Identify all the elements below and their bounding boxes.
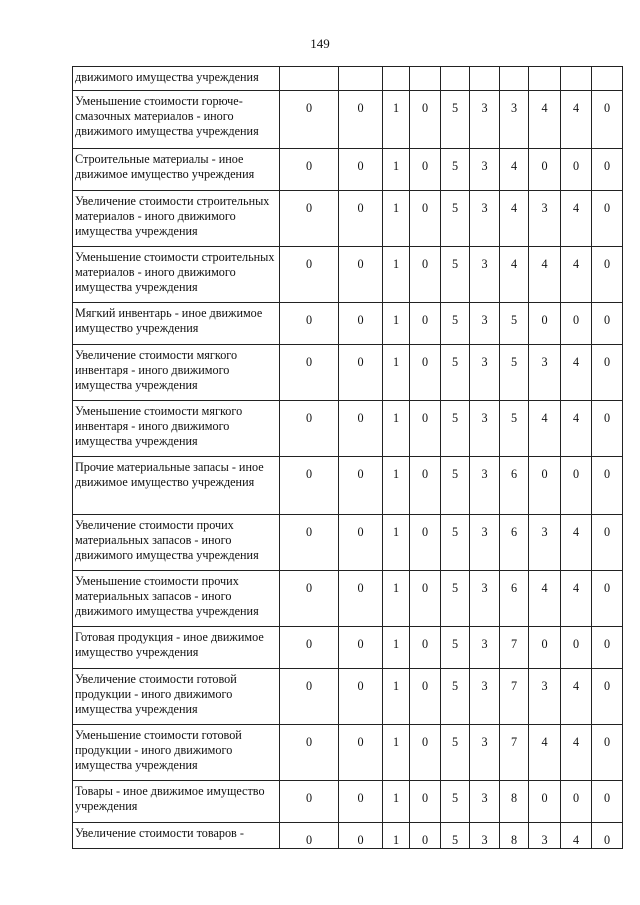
code-digit: 0 xyxy=(592,725,623,781)
code-digit: 5 xyxy=(500,345,529,401)
table-row xyxy=(73,571,623,627)
row-label: Уменьшение стоимости прочих материальных запасов - иного движимого имущества учреждения xyxy=(73,571,280,627)
code-digit: 3 xyxy=(470,627,500,669)
code-digit: 1 xyxy=(383,303,410,345)
code-digit: 3 xyxy=(470,457,500,515)
code-digit: 0 xyxy=(280,781,339,823)
table-row xyxy=(73,515,623,571)
code-digit: 0 xyxy=(280,149,339,191)
table-row xyxy=(73,91,623,149)
table-row xyxy=(73,191,623,247)
code-digit: 0 xyxy=(410,247,441,303)
code-digit: 0 xyxy=(339,515,383,571)
code-digit: 0 xyxy=(410,191,441,247)
code-digit: 0 xyxy=(529,149,561,191)
row-label: Увеличение стоимости строительных материалов - иного движимого имущества учреждения xyxy=(73,191,280,247)
code-digit: 0 xyxy=(280,515,339,571)
code-digit: 5 xyxy=(441,345,470,401)
code-digit: 0 xyxy=(592,571,623,627)
row-label: Увеличение стоимости мягкого инвентаря - иного движимого имущества учреждения xyxy=(73,345,280,401)
code-digit xyxy=(339,67,383,91)
code-digit: 0 xyxy=(339,303,383,345)
code-digit: 0 xyxy=(410,515,441,571)
code-digit: 4 xyxy=(500,247,529,303)
code-digit: 5 xyxy=(441,669,470,725)
code-digit: 4 xyxy=(500,149,529,191)
code-digit: 3 xyxy=(470,303,500,345)
code-digit: 1 xyxy=(383,571,410,627)
code-digit: 0 xyxy=(280,91,339,149)
code-digit: 0 xyxy=(529,303,561,345)
code-digit: 0 xyxy=(592,91,623,149)
code-digit: 3 xyxy=(470,515,500,571)
code-digit: 0 xyxy=(339,247,383,303)
code-digit: 3 xyxy=(470,823,500,849)
code-digit: 1 xyxy=(383,149,410,191)
code-digit: 0 xyxy=(280,345,339,401)
row-label: Уменьшение стоимости мягкого инвентаря - иного движимого имущества учреждения xyxy=(73,401,280,457)
row-label: Увеличение стоимости товаров - xyxy=(73,823,280,849)
code-digit: 5 xyxy=(441,725,470,781)
code-digit: 0 xyxy=(561,149,592,191)
code-digit xyxy=(470,67,500,91)
code-digit: 0 xyxy=(592,669,623,725)
code-digit: 1 xyxy=(383,401,410,457)
row-label: Прочие материальные запасы - иное движимое имущество учреждения xyxy=(73,457,280,515)
code-digit: 0 xyxy=(339,725,383,781)
code-digit: 5 xyxy=(500,401,529,457)
code-digit: 0 xyxy=(339,401,383,457)
code-digit: 8 xyxy=(500,781,529,823)
code-digit: 1 xyxy=(383,457,410,515)
code-digit: 5 xyxy=(441,247,470,303)
row-label: Увеличение стоимости прочих материальных запасов - иного движимого имущества учреждения xyxy=(73,515,280,571)
code-digit: 0 xyxy=(592,149,623,191)
table-row xyxy=(73,345,623,401)
code-digit: 5 xyxy=(441,303,470,345)
code-digit: 0 xyxy=(561,303,592,345)
code-digit: 4 xyxy=(529,571,561,627)
code-digit xyxy=(410,67,441,91)
code-digit: 7 xyxy=(500,725,529,781)
table-row xyxy=(73,401,623,457)
code-digit: 0 xyxy=(561,457,592,515)
code-digit: 0 xyxy=(339,627,383,669)
code-digit: 0 xyxy=(410,823,441,849)
code-digit: 4 xyxy=(561,515,592,571)
row-label: Уменьшение стоимости горюче-смазочных материалов - иного движимого имущества учреждения xyxy=(73,91,280,149)
row-label: Товары - иное движимое имущество учреждения xyxy=(73,781,280,823)
code-digit: 0 xyxy=(592,823,623,849)
code-digit: 4 xyxy=(500,191,529,247)
code-digit: 0 xyxy=(592,457,623,515)
table-row xyxy=(73,669,623,725)
code-digit: 3 xyxy=(470,571,500,627)
code-digit: 3 xyxy=(529,191,561,247)
code-digit: 4 xyxy=(529,725,561,781)
code-digit: 3 xyxy=(470,247,500,303)
code-digit: 0 xyxy=(410,627,441,669)
code-digit: 5 xyxy=(441,401,470,457)
table-row xyxy=(73,247,623,303)
code-digit: 0 xyxy=(339,345,383,401)
code-digit: 3 xyxy=(529,669,561,725)
row-label: Мягкий инвентарь - иное движимое имущество учреждения xyxy=(73,303,280,345)
code-digit: 0 xyxy=(280,725,339,781)
code-digit: 5 xyxy=(441,457,470,515)
code-digit: 5 xyxy=(441,823,470,849)
code-digit xyxy=(441,67,470,91)
code-digit: 0 xyxy=(592,303,623,345)
code-digit: 0 xyxy=(592,401,623,457)
code-digit: 4 xyxy=(561,91,592,149)
code-digit: 5 xyxy=(441,781,470,823)
row-label: Увеличение стоимости готовой продукции - иного движимого имущества учреждения xyxy=(73,669,280,725)
code-digit: 5 xyxy=(500,303,529,345)
code-digit: 5 xyxy=(441,515,470,571)
code-digit xyxy=(592,67,623,91)
code-digit: 0 xyxy=(410,571,441,627)
code-digit: 0 xyxy=(339,669,383,725)
code-digit: 0 xyxy=(280,571,339,627)
code-digit: 4 xyxy=(529,401,561,457)
code-digit: 0 xyxy=(280,823,339,849)
code-digit: 0 xyxy=(561,781,592,823)
code-digit: 1 xyxy=(383,91,410,149)
row-label: Строительные материалы - иное движимое имущество учреждения xyxy=(73,149,280,191)
table-row xyxy=(73,67,623,91)
code-digit: 4 xyxy=(561,571,592,627)
table-row xyxy=(73,149,623,191)
code-digit: 0 xyxy=(410,91,441,149)
code-digit: 0 xyxy=(280,627,339,669)
code-digit xyxy=(383,67,410,91)
table-row xyxy=(73,457,623,515)
code-digit: 4 xyxy=(561,247,592,303)
code-digit: 0 xyxy=(592,345,623,401)
code-digit: 8 xyxy=(500,823,529,849)
code-digit: 4 xyxy=(561,669,592,725)
code-digit: 1 xyxy=(383,247,410,303)
accounts-table xyxy=(72,66,623,849)
code-digit: 3 xyxy=(470,191,500,247)
code-digit: 4 xyxy=(561,401,592,457)
code-digit: 1 xyxy=(383,781,410,823)
code-digit: 1 xyxy=(383,627,410,669)
code-digit: 0 xyxy=(339,781,383,823)
code-digit: 1 xyxy=(383,515,410,571)
code-digit: 3 xyxy=(470,669,500,725)
code-digit: 0 xyxy=(339,91,383,149)
code-digit: 5 xyxy=(441,191,470,247)
code-digit: 0 xyxy=(592,627,623,669)
code-digit: 1 xyxy=(383,669,410,725)
code-digit: 0 xyxy=(280,669,339,725)
code-digit: 1 xyxy=(383,725,410,781)
table-row xyxy=(73,725,623,781)
code-digit: 4 xyxy=(561,345,592,401)
code-digit: 6 xyxy=(500,571,529,627)
code-digit: 3 xyxy=(470,149,500,191)
code-digit: 0 xyxy=(410,781,441,823)
code-digit: 5 xyxy=(441,571,470,627)
code-digit: 4 xyxy=(561,725,592,781)
row-label: Готовая продукция - иное движимое имущество учреждения xyxy=(73,627,280,669)
code-digit: 0 xyxy=(410,669,441,725)
code-digit: 0 xyxy=(529,627,561,669)
code-digit: 0 xyxy=(410,345,441,401)
code-digit: 0 xyxy=(280,303,339,345)
code-digit: 0 xyxy=(529,781,561,823)
code-digit: 0 xyxy=(339,457,383,515)
code-digit: 0 xyxy=(280,457,339,515)
code-digit: 3 xyxy=(470,345,500,401)
code-digit: 4 xyxy=(529,247,561,303)
code-digit xyxy=(500,67,529,91)
table-row xyxy=(73,303,623,345)
code-digit: 0 xyxy=(410,149,441,191)
code-digit: 0 xyxy=(592,515,623,571)
row-label: Уменьшение стоимости строительных материалов - иного движимого имущества учреждения xyxy=(73,247,280,303)
code-digit: 5 xyxy=(441,149,470,191)
code-digit: 0 xyxy=(280,247,339,303)
code-digit: 3 xyxy=(500,91,529,149)
code-digit: 0 xyxy=(339,149,383,191)
code-digit: 0 xyxy=(592,781,623,823)
code-digit: 3 xyxy=(529,515,561,571)
code-digit: 1 xyxy=(383,823,410,849)
code-digit xyxy=(529,67,561,91)
code-digit: 6 xyxy=(500,515,529,571)
code-digit: 4 xyxy=(561,823,592,849)
code-digit: 6 xyxy=(500,457,529,515)
table-row xyxy=(73,627,623,669)
code-digit xyxy=(280,67,339,91)
code-digit: 0 xyxy=(339,571,383,627)
code-digit: 0 xyxy=(410,401,441,457)
code-digit: 3 xyxy=(470,91,500,149)
code-digit: 0 xyxy=(592,247,623,303)
code-digit: 0 xyxy=(280,191,339,247)
code-digit xyxy=(561,67,592,91)
code-digit: 3 xyxy=(529,345,561,401)
code-digit: 0 xyxy=(410,725,441,781)
table-row xyxy=(73,823,623,849)
code-digit: 0 xyxy=(410,303,441,345)
code-digit: 0 xyxy=(561,627,592,669)
page-number: 149 xyxy=(310,36,330,51)
code-digit: 0 xyxy=(339,823,383,849)
code-digit: 3 xyxy=(470,401,500,457)
code-digit: 0 xyxy=(280,401,339,457)
code-digit: 3 xyxy=(470,781,500,823)
code-digit: 7 xyxy=(500,627,529,669)
code-digit: 3 xyxy=(529,823,561,849)
table-row xyxy=(73,781,623,823)
code-digit: 5 xyxy=(441,91,470,149)
code-digit: 7 xyxy=(500,669,529,725)
code-digit: 4 xyxy=(529,91,561,149)
code-digit: 1 xyxy=(383,191,410,247)
code-digit: 0 xyxy=(592,191,623,247)
code-digit: 0 xyxy=(529,457,561,515)
code-digit: 4 xyxy=(561,191,592,247)
row-label: движимого имущества учреждения xyxy=(73,67,280,91)
code-digit: 0 xyxy=(410,457,441,515)
code-digit: 0 xyxy=(339,191,383,247)
code-digit: 3 xyxy=(470,725,500,781)
code-digit: 1 xyxy=(383,345,410,401)
row-label: Уменьшение стоимости готовой продукции - иного движимого имущества учреждения xyxy=(73,725,280,781)
code-digit: 5 xyxy=(441,627,470,669)
